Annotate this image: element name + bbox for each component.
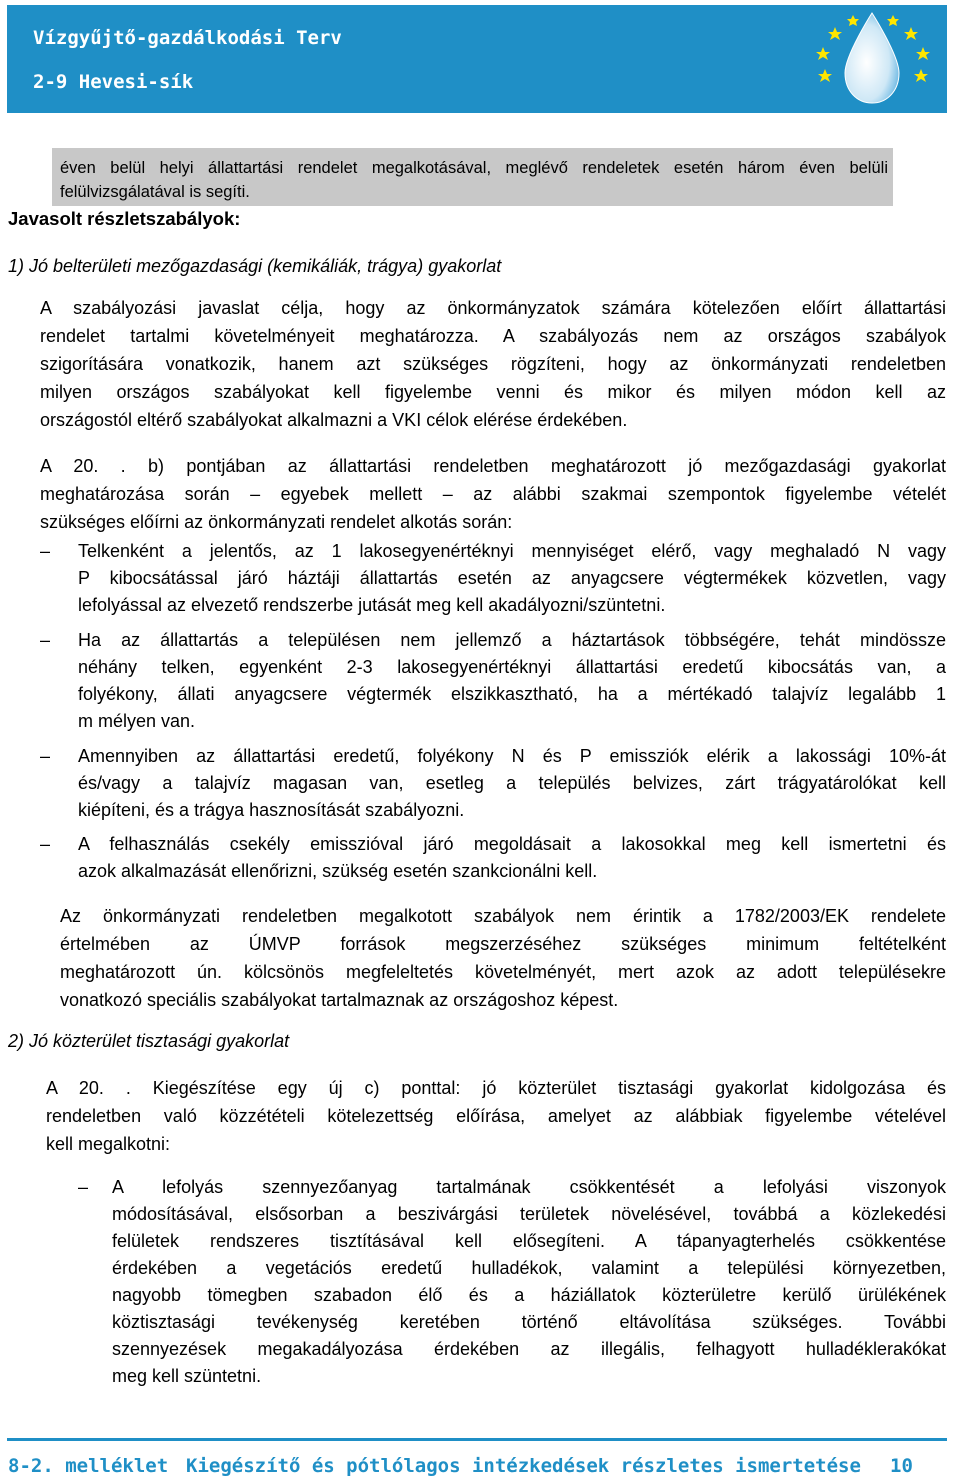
text-line: értelmében az ÚMVP források megszerzéséhez szükséges minimum feltételként — [60, 934, 946, 954]
text-line: A 20. . Kiegészítése egy új c) ponttal: jó közterület tisztasági gyakorlat kidolgozása és — [46, 1078, 946, 1098]
text-line: azok alkalmazását ellenőrizni, szükség esetén szankcionálni kell. — [78, 861, 598, 881]
section1-paragraph3 — [60, 902, 946, 1014]
text-line: érdekében a vegetációs eredetű hulladékok, valamint a települési környezetben, — [112, 1258, 946, 1278]
text-line: A szabályozási javaslat célja, hogy az önkormányzatok számára kötelezően előírt állattartási — [40, 298, 946, 318]
text-line: lefolyással az elvezető rendszerbe jutását meg kell akadályozni/szüntetni. — [78, 595, 666, 615]
text-line: Az önkormányzati rendeletben megalkotott szabályok nem érintik a 1782/2003/EK rendelete — [60, 906, 946, 926]
text-line: P kibocsátással járó háztáji állattartás esetén az anyagcsere végtermékek közvetlen, vagy — [78, 568, 946, 588]
intro-paragraph — [60, 156, 888, 204]
page-header — [7, 5, 947, 113]
section-heading: Javasolt részletszabályok: — [8, 208, 241, 229]
page-number: 10 — [890, 1455, 913, 1477]
footer-section-title: Kiegészítő és pótlólagos intézkedések részletes ismertetése — [186, 1455, 861, 1477]
text-line: nagyobb tömegben szabadon élő és a háziállatok közterületre kerülő ürülékének — [112, 1285, 946, 1305]
text-line: folyékony, állati anyagcsere végtermék elszikkasztható, ha a mértékadó talajvíz legalább 1 — [78, 684, 946, 704]
text-line: szigorítására vonatkozik, hanem azt szükséges rögzíteni, hogy az önkormányzati rendeletben — [40, 354, 946, 374]
text-line: szükséges előírni az önkormányzati rendelet alkotás során: — [40, 512, 513, 532]
text-line: szennyezések megakadályozása érdekében az illegális, felhagyott hulladéklerakókat — [112, 1339, 946, 1359]
text-line: köztisztasági tevékenység keretében történő eltávolítása szükséges. További — [112, 1312, 946, 1332]
dash-bullet: – — [40, 541, 51, 561]
footer-divider — [7, 1438, 947, 1441]
section1-paragraph1 — [40, 294, 946, 434]
section2-title: 2) Jó közterület tisztasági gyakorlat — [8, 1031, 290, 1051]
dash-bullet: – — [40, 746, 51, 766]
text-line: Amennyiben az állattartási eredetű, folyékony N és P emissziók elérik a lakossági 10%-át — [78, 746, 946, 766]
dash-bullet: – — [40, 630, 51, 650]
intro-line: felülvizsgálatával is segíti. — [60, 183, 250, 201]
text-line: A lefolyás szennyezőanyag tartalmának csökkentését a lefolyási viszonyok — [112, 1177, 946, 1197]
text-line: milyen országos szabályokat kell figyelembe venni és mikor és milyen módon kell az — [40, 382, 946, 402]
footer-annex-label: 8-2. melléklet — [8, 1455, 169, 1477]
text-line: meg kell szüntetni. — [112, 1366, 262, 1386]
text-line: Telkenként a jelentős, az 1 lakosegyenértéknyi mennyiséget elérő, vagy meghaladó N vagy — [78, 541, 946, 561]
section2-paragraph1 — [46, 1074, 946, 1158]
intro-line: éven belül helyi állattartási rendelet megalkotásával, meglévő rendeletek esetén három éven belüli — [60, 159, 888, 177]
text-line: A felhasználás csekély emisszióval járó megoldásait a lakosokkal meg kell ismertetni és — [78, 834, 946, 854]
text-line: meghatározása során – egyebek mellett – az alábbi szakmai szempontok figyelembe vételét — [40, 484, 946, 504]
eu-water-drop-logo-icon — [801, 7, 943, 107]
text-line: és/vagy a talajvíz magasan van, esetleg a település belvizes, zárt trágyatárolókat kell — [78, 773, 946, 793]
text-line: rendelet tartalmi követelményeit meghatározza. A szabályozás nem az országos szabályok — [40, 326, 946, 346]
text-line: Ha az állattartás a településen nem jellemző a háztartások többségére, tehát mindössze — [78, 630, 946, 650]
text-line: kell megalkotni: — [46, 1134, 171, 1154]
text-line: rendeletben való közzétételi kötelezettség előírása, amelyet az alábbiak figyelembe vételével — [46, 1106, 946, 1126]
text-line: felületek rendszeres tisztításával kell elősegíteni. A tápanyagterhelés csökkentése — [112, 1231, 946, 1251]
text-line: A 20. . b) pontjában az állattartási rendeletben meghatározott jó mezőgazdasági gyakorlat — [40, 456, 946, 476]
text-line: országostól eltérő szabályokat alkalmazni a VKI célok elérése érdekében. — [40, 410, 628, 430]
text-line: vonatkozó speciális szabályokat tartalmaznak az országoshoz képest. — [60, 990, 619, 1010]
dash-bullet: – — [78, 1177, 89, 1197]
text-line: kiépíteni, és a trágya hasznosítását szabályozni. — [78, 800, 465, 820]
text-line: meghatározott ún. kölcsönös megfeleltetés követelményét, mert azok az adott településekre — [60, 962, 946, 982]
section1-title: 1) Jó belterületi mezőgazdasági (kemikáliák, trágya) gyakorlat — [8, 256, 502, 276]
section1-paragraph2 — [40, 452, 946, 536]
text-line: néhány telken, egyenként 2-3 lakosegyenértéknyi állattartási eredetű kibocsátás van, a — [78, 657, 946, 677]
document-subtitle: 2-9 Hevesi-sík — [33, 71, 194, 93]
dash-bullet: – — [40, 834, 51, 854]
text-line: m mélyen van. — [78, 711, 196, 731]
document-title: Vízgyűjtő-gazdálkodási Terv — [33, 27, 342, 49]
text-line: módosításával, elsősorban a beszivárgási területek növelésével, továbbá a közlekedési — [112, 1204, 946, 1224]
